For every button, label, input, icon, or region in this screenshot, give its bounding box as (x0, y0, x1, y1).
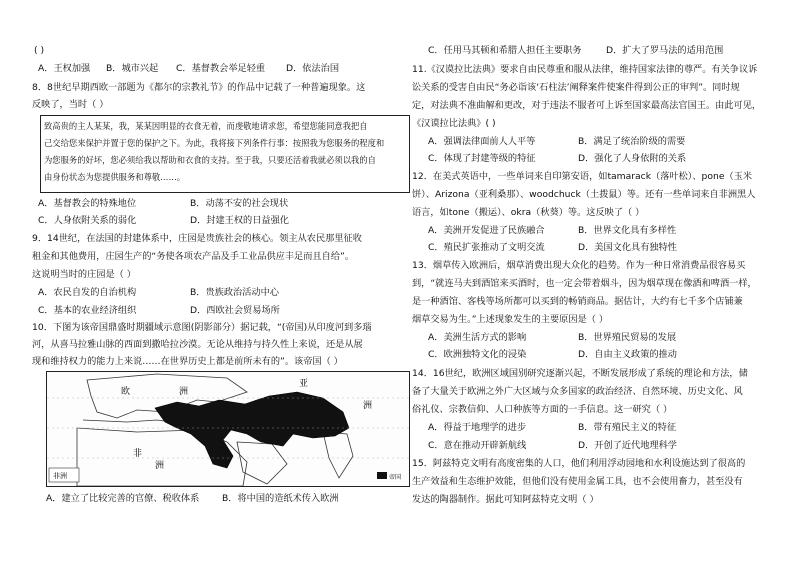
q7-option-c[interactable]: C．基督教会举足轻重 (176, 63, 266, 74)
q13-stem-line3: 是一种酒馆、客栈等场所都可以买到的畅销商品。据估计，大约有七千多个店铺兼 (412, 296, 743, 307)
empire-map-svg (47, 372, 409, 486)
q10-option-b[interactable]: B．将中国的造纸术传入欧洲 (222, 493, 339, 504)
q10-option-d[interactable]: D．扩大了罗马法的适用范围 (606, 45, 724, 56)
q10-options-ab (46, 493, 339, 504)
q8-option-c[interactable]: C．人身依附关系的弱化 (38, 215, 137, 226)
q14-options-row2 (428, 440, 677, 451)
q10-stem-line1: 10．下图为该帝国鼎盛时期疆域示意图(阴影部分）据记载，“(帝国)从印度河到多瑙 (32, 322, 372, 333)
q11-option-d[interactable]: D．强化了人身依附的关系 (578, 153, 687, 164)
q14-options-row1 (428, 422, 676, 433)
legend-swatch (377, 472, 387, 479)
q9-option-b[interactable]: B．贵族政治活动中心 (190, 287, 279, 298)
q13-stem-line1: 13．烟草传入欧洲后，烟草消费出现大众化的趋势。作为一种日常消费品很容易买 (412, 260, 746, 271)
q12-option-c[interactable]: C．殖民扩张推动了文明交流 (428, 242, 545, 253)
empire-map (46, 371, 410, 487)
map-label-europe: 欧 (121, 387, 131, 397)
q8-stem-line1: 8．8世纪早期西欧一部题为《都尔的宗教礼节》的作品中记载了一种普遍现象。这 (32, 82, 366, 93)
q12-stem-line2: 饼）、Arizona（亚利桑那）、woodchuck（土拨鼠）等。还有一些单词来自非洲黑人 (412, 189, 756, 200)
empire-territory (155, 392, 349, 468)
q8-options-row2 (38, 215, 289, 226)
q12-stem-line1: 12．在美式英语中，一些单词来自印第安语，如tamarack（落叶松）、pone（玉米 (412, 171, 753, 182)
q11-options-row2 (428, 153, 686, 164)
map-label-africa2: 洲 (155, 461, 165, 471)
q13-stem-line4: 烟草交易为生。”上述现象发生的主要原因是（ ） (412, 314, 609, 325)
q11-option-c[interactable]: C．体现了封建等级的特征 (428, 153, 536, 164)
q9-stem-line1: 9．14世纪，在法国的封建体系中，庄园是贵族社会的核心。领主从农民那里征收 (32, 233, 362, 244)
q10-stem-line2: 河，从喜马拉雅山脉的西面到撒哈拉沙漠。无论从维持与持久性上来说，还是从展 (32, 339, 363, 350)
q8-quote-line2: 己交给您来保护并置于您的保护之下。为此，我将接下列条件行事：按照我为您服务的程度和 (44, 138, 385, 148)
q8-quote-line1: 致高贵的主人某某，我，某某因明显的衣食无着，而虔敬地请求您，希望您能同意我把自 (44, 121, 368, 131)
q11-stem-line2: 讼关系的受害自由民“务必诣该‘石柱法’阐释案件使案件得到公正的审判”。同时规 (412, 82, 740, 93)
q12-option-a[interactable]: A．美洲开发促进了民族融合 (428, 225, 545, 236)
q10-stem-line3: 现和维持权力的能力上来说……在世界历史上都是前所未有的”。该帝国（ ） (32, 356, 343, 367)
q15-stem-line2: 生产效益和生态维护效能，但他们没有使用金属工具，也不会使用畜力，甚至没有 (412, 476, 743, 487)
q9-stem-line3: 这说明当时的庄园是（ ） (32, 269, 136, 280)
q8-option-b[interactable]: B．动荡不安的社会现状 (190, 198, 289, 209)
q13-option-a[interactable]: A．美洲生活方式的影响 (428, 332, 527, 343)
q12-options-row2 (428, 242, 677, 253)
q8-stem-line2: 反映了，当时（ ） (32, 99, 109, 110)
q12-options-row1 (428, 225, 676, 236)
q11-option-a[interactable]: A．强调法律面前人人平等 (428, 136, 536, 147)
q8-quote-line3: 为您服务的好坏，您必须给我以帮助和衣食的支持。至于我，只要还活着我就必须以我的自 (44, 155, 376, 165)
q14-stem-line2: 备了大量关于欧洲之外广大区域与众多国家的政治经济、自然环境、历史文化、风 (412, 386, 743, 397)
q14-option-d[interactable]: D．开创了近代地理科学 (578, 440, 677, 451)
q9-option-a[interactable]: A．农民自发的自治机构 (38, 287, 137, 298)
q9-option-c[interactable]: C．基本的农业经济组织 (38, 305, 137, 316)
q14-option-c[interactable]: C．意在推动开辟新航线 (428, 440, 527, 451)
q7-option-d[interactable]: D．依法治国 (286, 63, 340, 74)
q11-stem-line3: 定，对法典不准曲解和更改，对于违法不服者可上诉至国家最高法官国王。由此可见， (412, 100, 762, 111)
q13-options-row1 (428, 332, 676, 343)
q14-stem-line3: 俗礼仪、宗教信仰、人口种族等方面的一手信息。这一研究（ ） (412, 404, 673, 415)
q11-stem-line4: 《汉谟拉比法典》( ) (412, 118, 496, 129)
india-landmass (323, 432, 353, 478)
q11-options-row1 (428, 136, 685, 147)
q8-quote-line4: 由身份状态为您提供服务和尊敬……。 (44, 172, 186, 182)
q11-option-b[interactable]: B．满足了统治阶级的需要 (578, 136, 686, 147)
q9-stem-line2: 租金和其他费用，庄园生产的“务使各项农产品及手工业品供应丰足而且自给”。 (32, 251, 354, 262)
q7-option-a[interactable]: A．王权加强 (38, 63, 91, 74)
q14-option-a[interactable]: A．得益于地理学的进步 (428, 422, 527, 433)
map-label-africa: 非 (133, 449, 143, 459)
q13-stem-line2: 到，“就连马夫到酒馆来买酒时，也一定会带着烟斗，因为烟草现在像酒和啤酒一样， (412, 278, 757, 289)
map-label-asia2: 洲 (363, 401, 373, 411)
q15-stem-line1: 15．阿兹特克文明有高度密集的人口，他们利用浮动园地和水利设施达到了很高的 (412, 458, 746, 469)
q11-stem-line1: 11.《汉谟拉比法典》要求自由民尊重和服从法律，维持国家法律的尊严。有关争议诉 (412, 64, 758, 75)
q7-bracket: ( ) (34, 45, 45, 56)
q14-option-b[interactable]: B．带有殖民主义的特征 (578, 422, 677, 433)
q13-option-b[interactable]: B．世界殖民贸易的发展 (578, 332, 677, 343)
q12-option-d[interactable]: D．美国文化具有独特性 (578, 242, 677, 253)
legend-label: 帝国 (389, 474, 402, 481)
q9-option-d[interactable]: D．西欧社会贸易场所 (190, 305, 280, 316)
q12-stem-line3: 语言，如tone（搬运）、okra（秋葵）等。这反映了（ ） (412, 207, 645, 218)
q14-stem-line1: 14．16世纪，欧洲区域国别研究逐渐兴起，不断发展形成了系统的理论和方法，储 (412, 368, 748, 379)
q10-option-a[interactable]: A．建立了比较完善的官僚、税收体系 (46, 493, 200, 504)
q10-options-cd (428, 45, 723, 56)
q10-option-c[interactable]: C．任用马其顿和希腊人担任主要职务 (428, 45, 582, 56)
q7-option-b[interactable]: B．城市兴起 (106, 63, 159, 74)
map-label-europe2: 洲 (179, 387, 189, 397)
q8-option-a[interactable]: A．基督教会的特殊地位 (38, 198, 137, 209)
map-inset-label: 非洲 (53, 472, 67, 480)
q13-option-c[interactable]: C．欧洲独特文化的浸染 (428, 349, 527, 360)
q8-option-d[interactable]: D．封建王权的日益强化 (190, 215, 289, 226)
q12-option-b[interactable]: B．世界文化具有多样性 (578, 225, 677, 236)
q7-options (38, 63, 339, 74)
map-label-asia: 亚 (299, 379, 309, 389)
q8-options-row1 (38, 198, 288, 209)
q15-stem-line3: 发达的陶器制作。据此可知阿兹特克文明（ ） (412, 494, 599, 505)
q9-options-row1 (38, 287, 279, 298)
q9-options-row2 (38, 305, 280, 316)
q13-option-d[interactable]: D．自由主义政策的推动 (578, 349, 677, 360)
q13-options-row2 (428, 349, 677, 360)
